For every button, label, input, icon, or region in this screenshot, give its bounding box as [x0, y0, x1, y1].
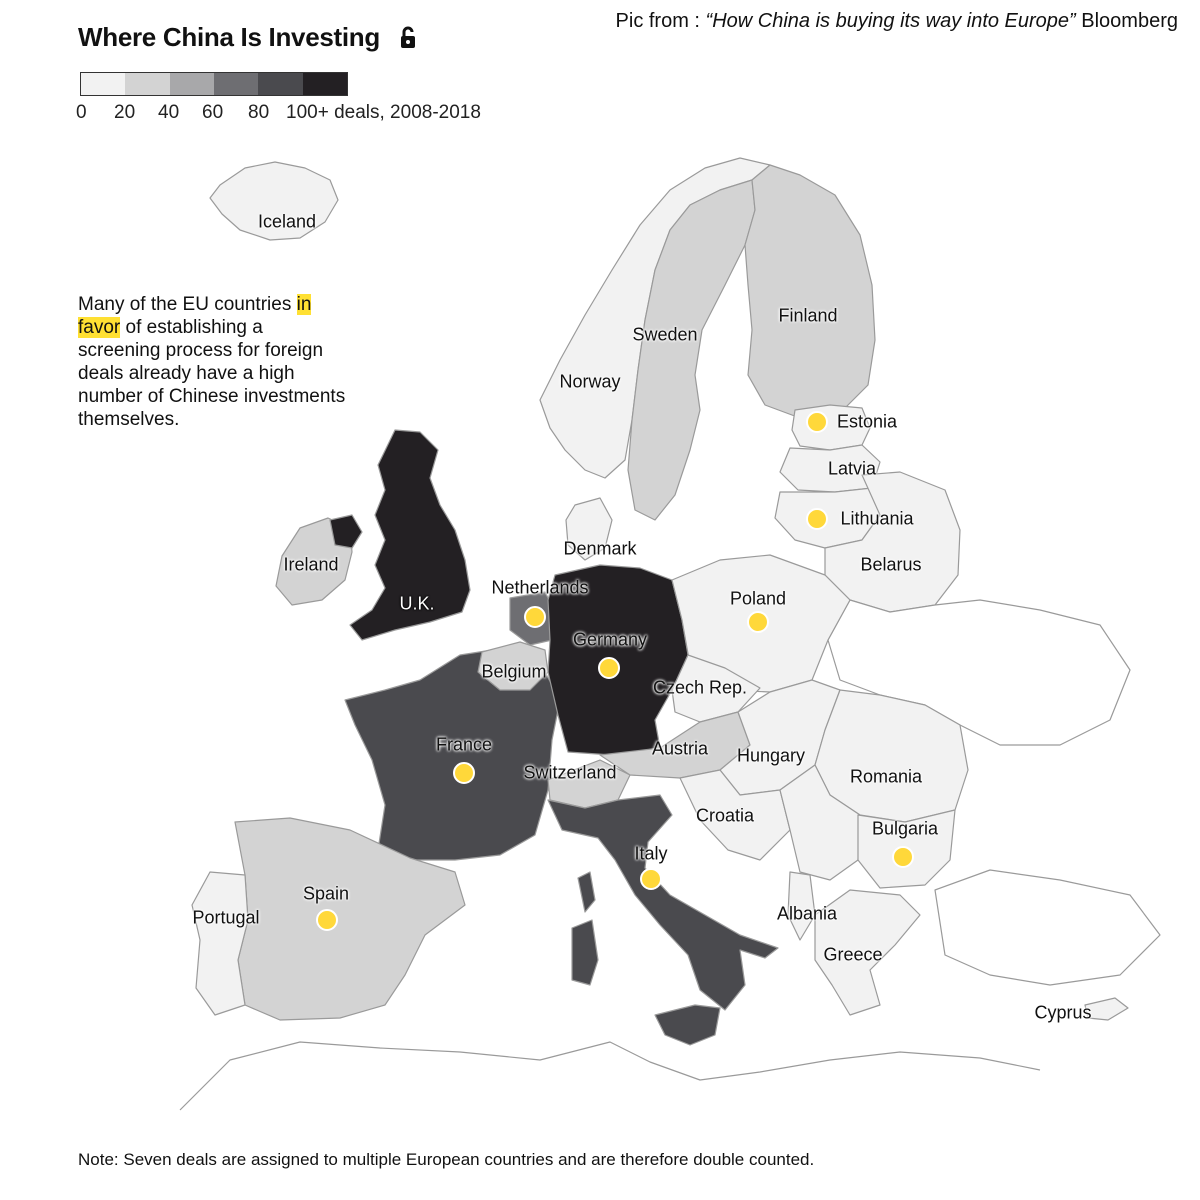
legend-label: 80 — [248, 102, 270, 123]
country-label-belgium: Belgium — [481, 661, 547, 682]
legend-label: 60 — [202, 102, 224, 123]
country-label-denmark: Denmark — [563, 538, 637, 559]
legend-label: 0 — [76, 102, 87, 123]
country-label-estonia: Estonia — [836, 411, 898, 432]
legend-scale — [80, 72, 348, 96]
country-label-portugal: Portugal — [192, 907, 260, 928]
country-label-norway: Norway — [559, 371, 621, 392]
page-title: Where China Is Investing — [78, 22, 380, 52]
country-label-lithuania: Lithuania — [840, 508, 914, 529]
country-shape-portugal — [192, 872, 248, 1015]
screening-marker-lithuania — [806, 508, 828, 530]
legend-swatch — [303, 73, 347, 95]
screening-marker-bulgaria — [892, 846, 914, 868]
screening-marker-france — [453, 762, 475, 784]
country-label-u-k: U.K. — [399, 593, 435, 614]
country-shape-sicily — [655, 1005, 720, 1045]
country-label-belarus: Belarus — [860, 554, 922, 575]
country-label-france: France — [435, 734, 493, 755]
country-label-spain: Spain — [302, 883, 350, 904]
legend-swatch — [214, 73, 258, 95]
annotation-text — [78, 293, 348, 431]
country-label-sweden: Sweden — [632, 324, 698, 345]
country-label-bulgaria: Bulgaria — [871, 818, 939, 839]
annotation-before: Many of the EU countries — [78, 294, 297, 315]
screening-marker-poland — [747, 611, 769, 633]
country-label-albania: Albania — [776, 903, 838, 924]
screening-marker-spain — [316, 909, 338, 931]
country-label-switzerland: Switzerland — [523, 762, 617, 783]
country-label-finland: Finland — [778, 305, 838, 326]
screening-marker-netherlands — [524, 606, 546, 628]
source-article: “How China is buying its way into Europe” — [705, 10, 1076, 32]
legend-label: 100+ deals, 2008-2018 — [286, 102, 481, 123]
country-shape-corsica — [578, 872, 595, 912]
legend-labels — [76, 102, 481, 126]
country-label-iceland: Iceland — [257, 211, 317, 232]
north-africa-coast — [180, 1042, 1040, 1110]
screening-marker-estonia — [806, 411, 828, 433]
source-prefix: Pic from : — [615, 10, 706, 32]
country-label-germany: Germany — [572, 629, 648, 650]
country-label-cyprus: Cyprus — [1034, 1002, 1092, 1023]
screening-marker-italy — [640, 868, 662, 890]
country-label-poland: Poland — [729, 588, 787, 609]
lock-icon — [398, 26, 418, 50]
country-label-czech-rep: Czech Rep. — [652, 677, 748, 698]
country-shape-northern-ireland — [330, 515, 362, 548]
legend-swatch — [170, 73, 214, 95]
source-caption — [616, 10, 1178, 33]
annotation-after: of establishing a screening process for foreign deals already have a high number of Chinese investments themselves. — [78, 317, 346, 430]
legend-label: 20 — [114, 102, 136, 123]
footnote: Note: Seven deals are assigned to multiple European countries and are therefore double counted. — [78, 1150, 815, 1169]
source-publisher: Bloomberg — [1075, 10, 1178, 32]
country-label-netherlands: Netherlands — [491, 577, 589, 598]
country-label-hungary: Hungary — [736, 745, 806, 766]
legend-swatch — [125, 73, 169, 95]
country-label-croatia: Croatia — [695, 805, 755, 826]
country-label-latvia: Latvia — [827, 458, 877, 479]
legend-label: 40 — [158, 102, 180, 123]
country-shape-turkey — [935, 870, 1160, 985]
country-label-ireland: Ireland — [283, 554, 339, 575]
screening-marker-germany — [598, 657, 620, 679]
country-label-austria: Austria — [651, 738, 709, 759]
country-shape-sardinia — [572, 920, 598, 985]
country-label-romania: Romania — [849, 766, 923, 787]
country-label-greece: Greece — [823, 944, 883, 965]
country-label-italy: Italy — [634, 843, 668, 864]
legend-swatch — [258, 73, 302, 95]
annotation-highlight: in favor — [78, 294, 312, 338]
country-shape-finland — [745, 165, 875, 418]
legend-swatch — [81, 73, 125, 95]
legend — [76, 72, 481, 126]
